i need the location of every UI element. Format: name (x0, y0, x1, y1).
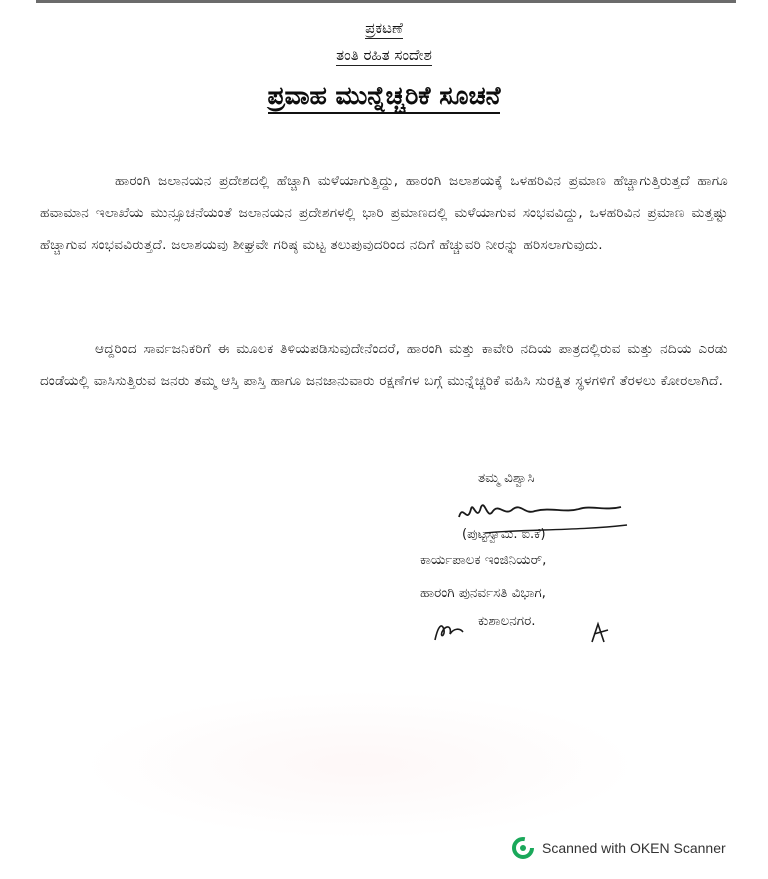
scanner-watermark (512, 836, 726, 860)
paper-stain (80, 690, 640, 840)
scanner-label: Scanned with OKEN Scanner (542, 840, 726, 856)
notice-title-label: ಪ್ರವಾಹ ಮುನ್ನೆಚ್ಚರಿಕೆ ಸೂಚನೆ (268, 81, 501, 114)
notice-title (0, 80, 768, 112)
signatory-place: ಕುಶಾಲನಗರ. (478, 613, 536, 629)
top-border-line (36, 0, 736, 3)
subtitle-heading (0, 45, 768, 65)
scanner-logo-icon (512, 837, 534, 859)
announcement-label: ಪ್ರಕಟಣೆ (365, 19, 403, 37)
closing-line: ತಮ್ಮ ವಿಶ್ವಾಸಿ (478, 470, 535, 486)
subtitle-label: ತಂತಿ ರಹಿತ ಸಂದೇಶ (336, 46, 432, 64)
body-paragraph-2: ಆದ್ದರಿಂದ ಸಾರ್ವಜನಿಕರಿಗೆ ಈ ಮೂಲಕ ತಿಳಿಯಪಡಿಸುವುದೇನೆಂದರೆ, ಹಾರಂಗಿ ಮತ್ತು ಕಾವೇರಿ ನದಿಯ ಪಾತ್ರದಲ್ಲಿರುವ ಮತ್ತು ನದಿಯ ಎರಡು ದಂಡೆಯಲ್ಲಿ ವಾಸಿಸುತ್ತಿರುವ ಜನರು ತಮ್ಮ ಆಸ್ತಿ ಪಾಸ್ತಿ ಹಾಗೂ ಜನಜಾನುವಾರು ರಕ್ಷಣೆಗಳ ಬಗ್ಗೆ ಮುನ್ನೆಚ್ಚರಿಕೆ ವಹಿಸಿ ಸುರಕ್ಷಿತ ಸ್ಥಳಗಳಿಗೆ ತೆರಳಲು ಕೋರಲಾಗಿದೆ. (40, 341, 728, 389)
signatory-name: (ಪುಟ್ಟಸ್ವಾಮಿ. ಐ.ಕೆ) (462, 527, 546, 542)
announcement-heading (0, 18, 768, 38)
initials-mark-left (432, 618, 466, 644)
body-paragraph-1: ಹಾರಂಗಿ ಜಲಾನಯನ ಪ್ರದೇಶದಲ್ಲಿ ಹೆಚ್ಚಾಗಿ ಮಳೆಯಾಗುತ್ತಿದ್ದು, ಹಾರಂಗಿ ಜಲಾಶಯಕ್ಕೆ ಒಳಹರಿವಿನ ಪ್ರಮಾಣ ಹೆಚ್ಚಾಗುತ್ತಿರುತ್ತದೆ ಹಾಗೂ ಹವಾಮಾನ ಇಲಾಖೆಯ ಮುನ್ಸೂಚನೆಯಂತೆ ಜಲಾನಯನ ಪ್ರದೇಶಗಳಲ್ಲಿ ಭಾರಿ ಪ್ರಮಾಣದಲ್ಲಿ ಮಳೆಯಾಗುವ ಸಂಭವವಿದ್ದು, ಒಳಹರಿವಿನ ಪ್ರಮಾಣ ಮತ್ತಷ್ಟು ಹೆಚ್ಚಾಗುವ ಸಂಭವವಿರುತ್ತದೆ. ಜಲಾಶಯವು ಶೀಘ್ರವೇ ಗರಿಷ್ಠ ಮಟ್ಟ ತಲುಪುವುದರಿಂದ ನದಿಗೆ ಹೆಚ್ಚುವರಿ ನೀರನ್ನು ಹರಿಸಲಾಗುವುದು. (40, 173, 728, 253)
signatory-division: ಹಾರಂಗಿ ಪುನರ್ವಸತಿ ವಿಭಾಗ, (420, 585, 546, 601)
signatory-designation: ಕಾರ್ಯಪಾಲಕ ಇಂಜಿನಿಯರ್, (420, 552, 547, 568)
initials-mark-right (586, 618, 614, 646)
